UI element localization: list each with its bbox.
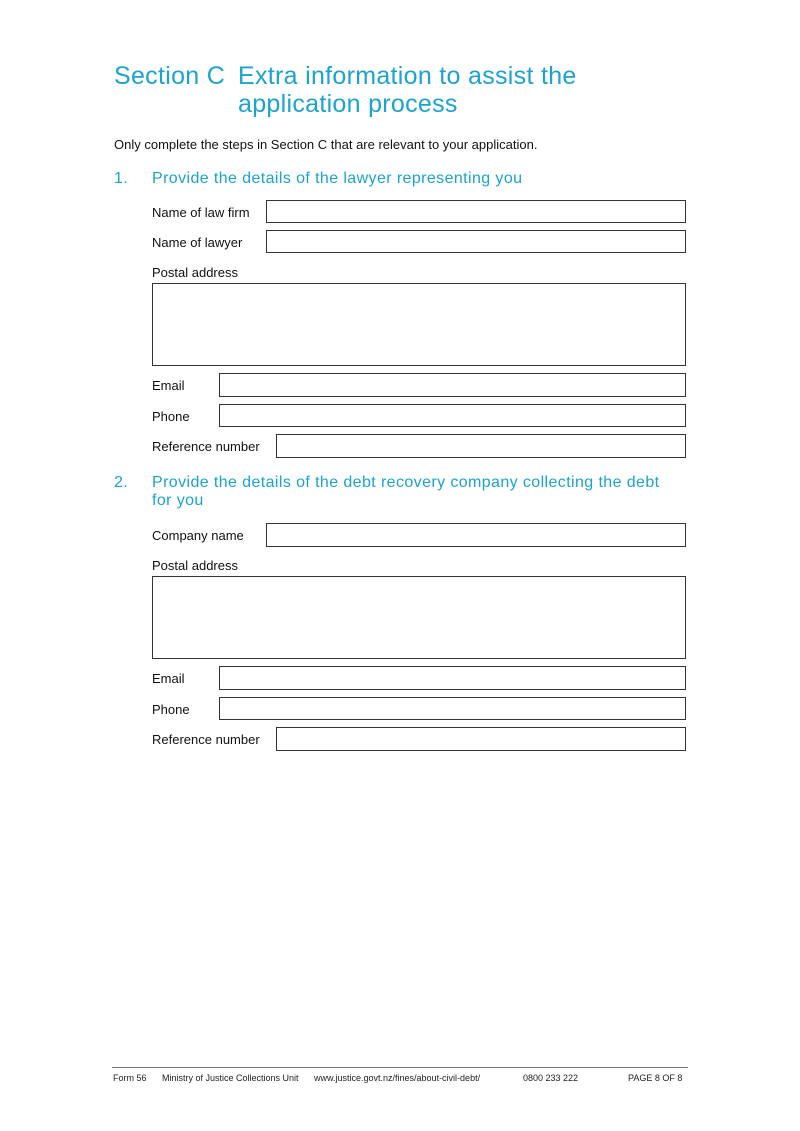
page-title-line1: Extra information to assist the	[238, 62, 577, 90]
label-postal-address: Postal address	[152, 558, 238, 573]
label-company: Company name	[152, 528, 244, 543]
footer-page-number: PAGE 8 OF 8	[628, 1073, 683, 1083]
company-name-input[interactable]	[266, 523, 686, 547]
lawyer-reference-input[interactable]	[276, 434, 686, 458]
step1-number: 1.	[114, 170, 129, 187]
label-law-firm: Name of law firm	[152, 205, 250, 220]
label-email: Email	[152, 671, 185, 686]
company-email-input[interactable]	[219, 666, 686, 690]
company-phone-input[interactable]	[219, 697, 686, 720]
label-postal-address: Postal address	[152, 265, 238, 280]
label-reference: Reference number	[152, 439, 260, 454]
lawyer-postal-address-input[interactable]	[152, 283, 686, 366]
lawyer-email-input[interactable]	[219, 373, 686, 397]
page-title-line2: application process	[238, 90, 458, 118]
footer-url[interactable]: www.justice.govt.nz/fines/about-civil-debt/	[314, 1073, 481, 1083]
label-reference: Reference number	[152, 732, 260, 747]
company-reference-input[interactable]	[276, 727, 686, 751]
label-email: Email	[152, 378, 185, 393]
footer-org: Ministry of Justice Collections Unit	[162, 1073, 299, 1083]
company-postal-address-input[interactable]	[152, 576, 686, 659]
intro-text: Only complete the steps in Section C that are relevant to your application.	[114, 137, 538, 152]
footer-form: Form 56	[113, 1073, 147, 1083]
lawyer-phone-input[interactable]	[219, 404, 686, 427]
step2-number: 2.	[114, 474, 129, 491]
step2-heading-cont: for you	[152, 492, 204, 509]
section-label: Section C	[114, 62, 226, 90]
step2-heading: Provide the details of the debt recovery company collecting the debt	[152, 474, 660, 491]
label-lawyer: Name of lawyer	[152, 235, 243, 250]
label-phone: Phone	[152, 409, 190, 424]
law-firm-input[interactable]	[266, 200, 686, 223]
footer-divider	[112, 1067, 688, 1068]
footer-phone: 0800 233 222	[523, 1073, 579, 1083]
step1-heading: Provide the details of the lawyer representing you	[152, 170, 523, 187]
lawyer-name-input[interactable]	[266, 230, 686, 253]
label-phone: Phone	[152, 702, 190, 717]
